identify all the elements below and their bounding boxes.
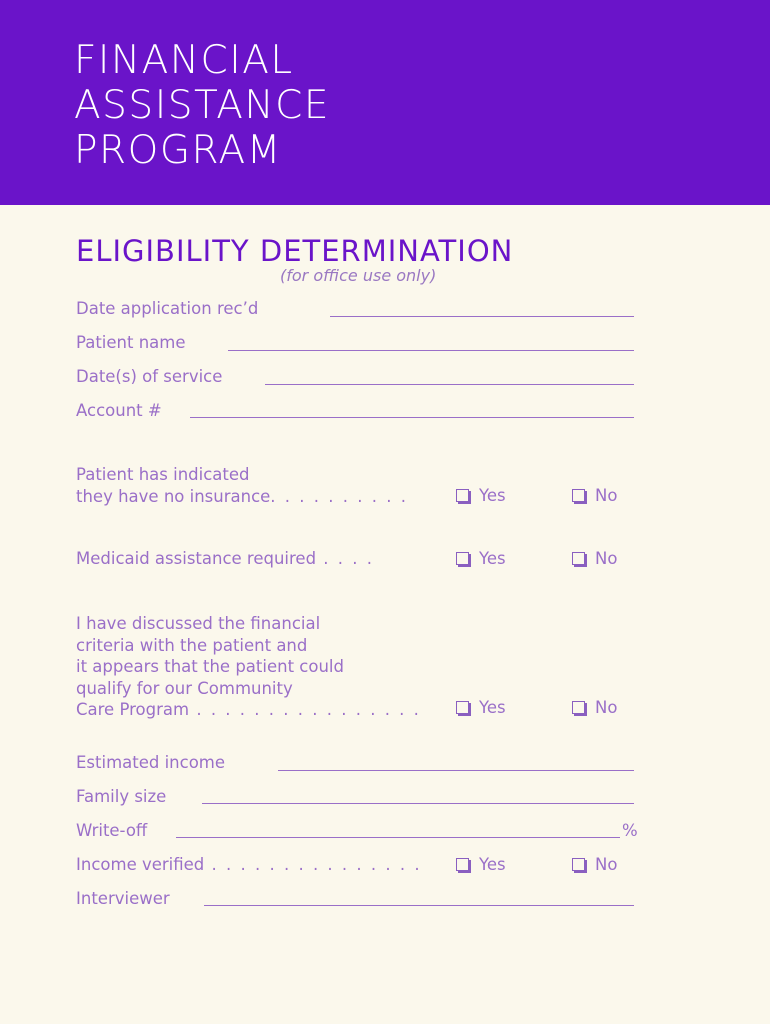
- income-verified-yes-option[interactable]: [456, 855, 506, 874]
- leader-dots: . . . .: [316, 549, 375, 568]
- checkbox-icon[interactable]: [572, 552, 585, 565]
- date-received-label: Date application rec’d: [76, 299, 259, 318]
- checkbox-icon[interactable]: [456, 858, 469, 871]
- estimated-income-label: Estimated income: [76, 753, 226, 772]
- yes-label: Yes: [479, 855, 506, 874]
- checkbox-icon[interactable]: [456, 701, 469, 714]
- community-care-question: [76, 613, 421, 721]
- yes-label: Yes: [479, 698, 506, 717]
- no-insurance-question: [76, 464, 408, 507]
- dates-of-service-label: Date(s) of service: [76, 367, 223, 386]
- medicaid-label: Medicaid assistance required: [76, 549, 317, 568]
- medicaid-no-option[interactable]: [572, 549, 617, 568]
- checkbox-icon[interactable]: [456, 489, 469, 502]
- checkbox-icon[interactable]: [572, 701, 585, 714]
- no-insurance-line-1: Patient has indicated: [76, 465, 250, 484]
- income-verified-label: Income verified: [76, 855, 205, 874]
- no-label: No: [595, 698, 618, 717]
- yes-label: Yes: [479, 549, 506, 568]
- title-line-3: PROGRAM: [74, 128, 282, 173]
- community-care-line-4: qualify for our Community: [76, 678, 293, 698]
- no-insurance-line-2: they have no insurance: [76, 486, 271, 506]
- no-insurance-yes-option[interactable]: [456, 486, 506, 505]
- section-title: ELIGIBILITY DETERMINATION: [76, 234, 514, 268]
- medicaid-question: [76, 549, 374, 568]
- family-size-line[interactable]: [202, 803, 634, 804]
- account-number-label: Account #: [76, 401, 162, 420]
- community-care-line-1: I have discussed the financial: [76, 614, 321, 633]
- income-verified-question: [76, 855, 422, 874]
- income-verified-no-option[interactable]: [572, 855, 617, 874]
- write-off-percent-sign: %: [622, 821, 638, 840]
- community-care-yes-option[interactable]: [456, 698, 506, 717]
- leader-dots: . . . . . . . . . .: [270, 486, 408, 506]
- leader-dots: . . . . . . . . . . . . . . . .: [189, 700, 421, 719]
- checkbox-icon[interactable]: [456, 552, 469, 565]
- write-off-label: Write-off: [76, 821, 148, 840]
- community-care-line-2: criteria with the patient and: [76, 635, 308, 655]
- title-line-2: ASSISTANCE: [74, 83, 330, 128]
- office-use-note: (for office use only): [280, 266, 437, 285]
- community-care-line-5: Care Program: [76, 700, 190, 719]
- yes-label: Yes: [479, 486, 506, 505]
- account-number-line[interactable]: [190, 417, 634, 418]
- no-label: No: [595, 486, 618, 505]
- community-care-line-3: it appears that the patient could: [76, 657, 344, 676]
- no-insurance-no-option[interactable]: [572, 486, 617, 505]
- no-label: No: [595, 855, 618, 874]
- no-label: No: [595, 549, 618, 568]
- community-care-no-option[interactable]: [572, 698, 617, 717]
- checkbox-icon[interactable]: [572, 858, 585, 871]
- header-banner: [0, 0, 770, 205]
- patient-name-line[interactable]: [228, 350, 634, 351]
- date-received-line[interactable]: [330, 316, 634, 317]
- family-size-label: Family size: [76, 787, 167, 806]
- title-line-1: FINANCIAL: [74, 38, 294, 83]
- estimated-income-line[interactable]: [278, 770, 634, 771]
- medicaid-yes-option[interactable]: [456, 549, 506, 568]
- interviewer-label: Interviewer: [76, 889, 170, 908]
- interviewer-line[interactable]: [204, 905, 634, 906]
- checkbox-icon[interactable]: [572, 489, 585, 502]
- leader-dots: . . . . . . . . . . . . . . .: [204, 855, 422, 874]
- patient-name-label: Patient name: [76, 333, 186, 352]
- program-title: [74, 38, 330, 173]
- write-off-line[interactable]: [176, 837, 620, 838]
- dates-of-service-line[interactable]: [265, 384, 634, 385]
